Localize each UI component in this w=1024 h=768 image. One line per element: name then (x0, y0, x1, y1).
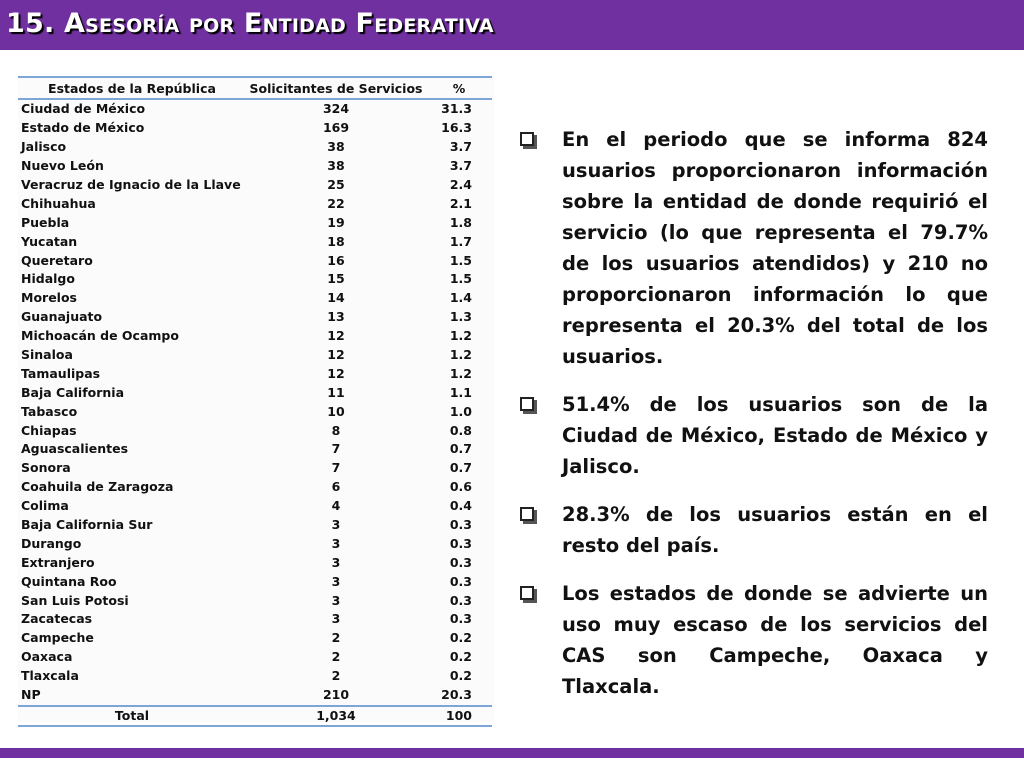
cell-requests: 25 (327, 177, 345, 192)
table-row (18, 157, 492, 176)
cell-state: San Luis Potosi (21, 592, 129, 608)
cell-percent: 0.2 (449, 649, 472, 665)
table-row (18, 516, 492, 535)
table-row (18, 648, 492, 667)
table-body (18, 99, 492, 706)
table-header-row (18, 77, 492, 99)
cell-state: Yucatan (21, 233, 78, 249)
checkbox-square-icon (520, 507, 534, 521)
cell-requests: 6 (331, 479, 341, 495)
cell-state: Chihuahua (21, 195, 96, 211)
cell-state: NP (21, 687, 41, 703)
total-percent: 100 (426, 706, 492, 726)
cell-requests: 12 (327, 347, 345, 363)
cell-percent: 0.3 (449, 517, 472, 533)
cell-requests: 22 (327, 195, 345, 211)
cell-state: Sonora (21, 460, 71, 476)
table-row (18, 629, 492, 648)
table-row (18, 138, 492, 157)
cell-state: Hidalgo (21, 271, 75, 287)
cell-percent: 1.7 (449, 233, 472, 249)
cell-state: Morelos (21, 290, 77, 306)
table-row (18, 459, 492, 478)
bullet-text: Los estados de donde se advierte un uso muy escaso de los servicios del CAS son Campeche, Oaxaca y Tlaxcala. (562, 582, 988, 698)
table-row (18, 99, 492, 119)
total-requests: 1,034 (246, 706, 426, 726)
table-row (18, 534, 492, 553)
cell-percent: 20.3 (441, 687, 472, 703)
footer-bar (0, 748, 1024, 758)
cell-percent: 0.3 (449, 573, 472, 589)
cell-percent: 1.5 (449, 271, 472, 287)
cell-percent: 0.8 (449, 422, 472, 438)
cell-state: Michoacán de Ocampo (21, 328, 179, 344)
cell-state: Oaxaca (21, 649, 73, 665)
table-row (18, 213, 492, 232)
slide-title: 15. Asesoría por Entidad Federativa (6, 8, 494, 39)
cell-requests: 8 (331, 422, 341, 438)
cell-requests: 15 (327, 271, 345, 287)
checkbox-square-icon (520, 397, 534, 411)
cell-state: Tamaulipas (21, 365, 101, 381)
cell-percent: 0.6 (449, 479, 472, 495)
cell-requests: 3 (331, 611, 341, 627)
total-label: Total (18, 706, 246, 726)
cell-requests: 38 (327, 139, 345, 155)
cell-requests: 3 (331, 535, 341, 551)
cell-requests: 14 (327, 290, 345, 306)
bullet-item (520, 499, 988, 561)
checkbox-square-icon (520, 586, 534, 600)
cell-requests: 4 (331, 498, 341, 514)
cell-requests: 3 (331, 554, 341, 570)
bullet-item (520, 124, 988, 372)
cell-percent: 0.3 (449, 592, 472, 608)
states-table-container (18, 76, 494, 727)
cell-percent: 1.0 (449, 403, 472, 419)
cell-requests: 210 (322, 687, 350, 703)
cell-state: Sinaloa (21, 347, 73, 363)
table-row (18, 232, 492, 251)
cell-state: Extranjero (21, 554, 95, 570)
bullet-text: En el periodo que se informa 824 usuarios proporcionaron información sobre la entidad de donde requirió el servicio (lo que representa el 79.7% de los usuarios atendidos) y 210 no proporcionaron información lo que representa el 20.3% del total de los usuarios. (562, 128, 988, 368)
table-row (18, 686, 492, 706)
cell-percent: 0.3 (449, 535, 472, 551)
table-row (18, 591, 492, 610)
bullet-text: 28.3% de los usuarios están en el resto del país. (562, 503, 988, 557)
column-header-percent: % (426, 77, 492, 99)
table-row (18, 289, 492, 308)
table-row (18, 497, 492, 516)
table-row (18, 421, 492, 440)
table-row (18, 364, 492, 383)
cell-requests: 3 (331, 573, 341, 589)
table-row (18, 119, 492, 138)
cell-state: Aguascalientes (21, 441, 129, 457)
cell-requests: 11 (327, 384, 345, 400)
table-row (18, 270, 492, 289)
cell-percent: 1.2 (449, 328, 472, 344)
bullet-list (520, 124, 988, 719)
cell-state: Campeche (21, 630, 94, 646)
cell-requests: 19 (327, 214, 345, 230)
table-row (18, 327, 492, 346)
bullet-item (520, 578, 988, 702)
cell-percent: 3.7 (449, 139, 472, 155)
cell-requests: 7 (331, 460, 341, 476)
cell-state: Chiapas (21, 422, 77, 438)
cell-percent: 1.5 (449, 252, 472, 268)
cell-percent: 0.7 (449, 441, 472, 457)
cell-state: Coahuila de Zaragoza (21, 479, 174, 495)
cell-state: Nuevo León (21, 158, 104, 174)
table-row (18, 478, 492, 497)
cell-state: Queretaro (21, 252, 93, 268)
cell-state: Baja California Sur (21, 517, 153, 533)
table-row (18, 572, 492, 591)
table-row (18, 610, 492, 629)
cell-percent: 1.2 (449, 347, 472, 363)
cell-percent: 0.3 (449, 554, 472, 570)
cell-state: Colima (21, 498, 69, 514)
cell-state: Durango (21, 535, 82, 551)
cell-requests: 169 (322, 120, 350, 136)
table-row (18, 553, 492, 572)
cell-state: Veracruz de Ignacio de la Llave (21, 177, 241, 192)
cell-requests: 38 (327, 158, 345, 174)
cell-state: Tlaxcala (21, 668, 79, 684)
cell-requests: 12 (327, 328, 345, 344)
cell-requests: 3 (331, 592, 341, 608)
cell-percent: 3.7 (449, 158, 472, 174)
table-row (18, 667, 492, 686)
cell-state: Baja California (21, 384, 125, 400)
cell-requests: 10 (327, 403, 345, 419)
column-header-state: Estados de la República (18, 77, 246, 99)
cell-state: Estado de México (21, 120, 145, 136)
table-row (18, 346, 492, 365)
cell-percent: 1.4 (449, 290, 472, 306)
states-table (18, 76, 492, 727)
cell-percent: 1.2 (449, 365, 472, 381)
cell-percent: 16.3 (441, 120, 472, 136)
cell-requests: 12 (327, 365, 345, 381)
cell-percent: 1.1 (449, 384, 472, 400)
cell-percent: 2.4 (449, 177, 472, 192)
table-row (18, 383, 492, 402)
cell-state: Puebla (21, 214, 70, 230)
cell-requests: 2 (331, 649, 341, 665)
cell-percent: 31.3 (441, 101, 472, 117)
title-bar (0, 0, 1024, 50)
checkbox-square-icon (520, 132, 534, 146)
column-header-requests: Solicitantes de Servicios (246, 77, 426, 99)
cell-percent: 1.8 (449, 214, 472, 230)
cell-state: Zacatecas (21, 611, 93, 627)
cell-requests: 2 (331, 668, 341, 684)
table-row (18, 251, 492, 270)
table-row (18, 308, 492, 327)
cell-requests: 18 (327, 233, 345, 249)
cell-requests: 13 (327, 309, 345, 325)
cell-requests: 7 (331, 441, 341, 457)
cell-requests: 324 (322, 101, 350, 117)
cell-requests: 3 (331, 517, 341, 533)
cell-percent: 0.2 (449, 630, 472, 646)
table-row (18, 176, 492, 195)
cell-state: Tabasco (21, 403, 78, 419)
cell-percent: 0.7 (449, 460, 472, 476)
bullet-text: 51.4% de los usuarios son de la Ciudad de México, Estado de México y Jalisco. (562, 393, 988, 478)
cell-percent: 0.4 (449, 498, 472, 514)
table-total-row (18, 706, 492, 726)
cell-state: Ciudad de México (21, 101, 146, 117)
bullet-item (520, 389, 988, 482)
cell-state: Jalisco (21, 139, 67, 155)
cell-requests: 16 (327, 252, 345, 268)
cell-state: Guanajuato (21, 309, 103, 325)
cell-percent: 0.2 (449, 668, 472, 684)
cell-requests: 2 (331, 630, 341, 646)
cell-percent: 1.3 (449, 309, 472, 325)
table-row (18, 194, 492, 213)
table-row (18, 440, 492, 459)
cell-state: Quintana Roo (21, 573, 117, 589)
table-row (18, 402, 492, 421)
cell-percent: 0.3 (449, 611, 472, 627)
cell-percent: 2.1 (449, 195, 472, 211)
